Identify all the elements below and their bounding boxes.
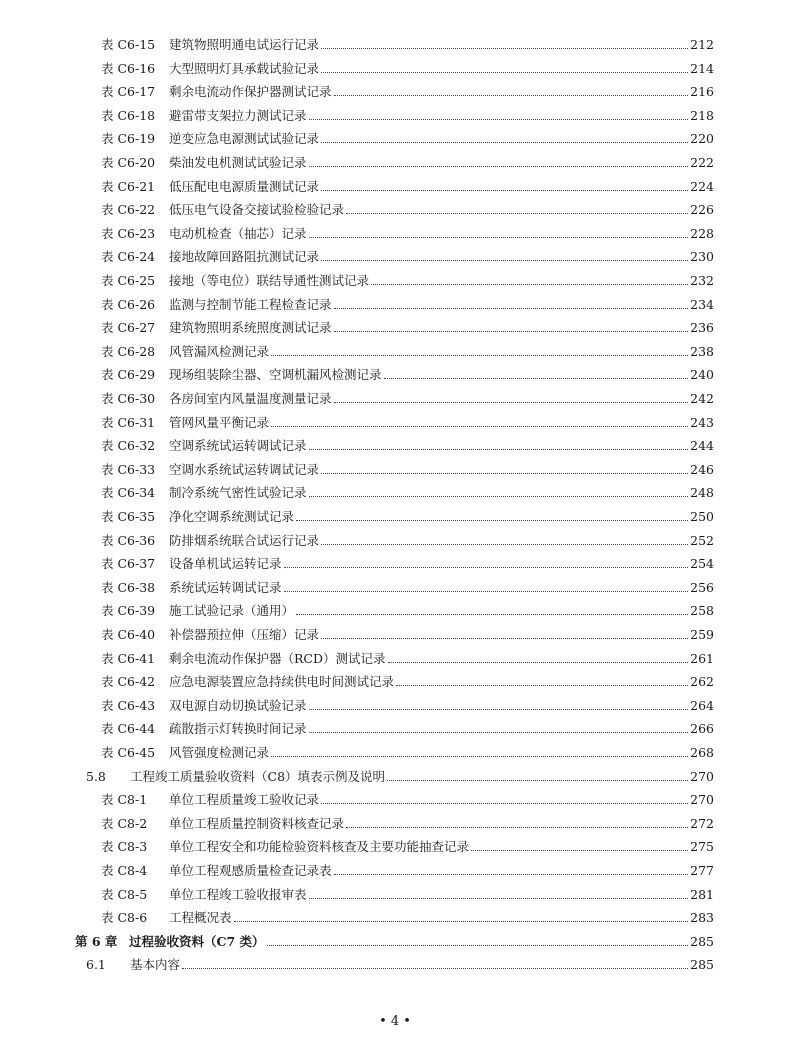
dot-leader — [309, 448, 689, 450]
toc-entry-title: 单位工程质量竣工验收记录 — [169, 792, 320, 808]
toc-entry-page: 226 — [690, 202, 714, 218]
dot-leader — [309, 897, 689, 899]
toc-entry-code: 表 C6-28 — [101, 343, 156, 359]
toc-entry-title: 施工试验记录（通用） — [169, 603, 295, 619]
toc-entry-page: 266 — [690, 721, 714, 737]
dot-leader — [309, 236, 689, 238]
toc-entry-code: 表 C6-34 — [101, 485, 156, 501]
toc-entry-code: 表 C6-20 — [101, 155, 156, 170]
toc-entry-title: 双电源自动切换试验记录 — [169, 697, 307, 713]
toc-entry-page: 218 — [690, 107, 714, 123]
toc-entry[interactable] — [101, 481, 714, 501]
toc-entry[interactable] — [101, 245, 714, 265]
toc-entry[interactable] — [101, 269, 714, 289]
toc-entry-page: 243 — [690, 414, 714, 430]
toc-entry[interactable] — [101, 316, 714, 336]
toc-entry-title: 单位工程竣工验收报审表 — [169, 886, 307, 902]
toc-entry-title: 剩余电流动作保护器（RCD）测试记录 — [169, 650, 386, 666]
toc-entry-title: 设备单机试运转记录 — [169, 556, 282, 572]
toc-entry-page: 238 — [690, 343, 714, 359]
toc-entry-code: 第 6 章 — [75, 933, 118, 949]
toc-entry[interactable] — [101, 80, 714, 100]
toc-entry-code: 表 C6-21 — [101, 178, 156, 194]
toc-entry-page: 285 — [690, 933, 714, 949]
toc-entry-page: 232 — [690, 273, 714, 288]
toc-entry[interactable] — [101, 57, 714, 77]
toc-entry-page: 264 — [690, 697, 714, 713]
dot-leader — [296, 519, 688, 521]
toc-entry[interactable] — [101, 812, 714, 832]
toc-entry-title: 单位工程安全和功能检验资料核查及主要功能抽查记录 — [169, 839, 470, 855]
toc-entry-title: 疏散指示灯转换时间记录 — [169, 721, 307, 737]
toc-entry-code: 表 C6-44 — [101, 721, 156, 737]
toc-entry-page: 268 — [690, 745, 714, 760]
toc-entry-title: 低压配电电源质量测试记录 — [169, 178, 320, 194]
toc-entry-title: 防排烟系统联合试运行记录 — [169, 532, 320, 548]
toc-entry[interactable] — [101, 741, 714, 761]
dot-leader — [321, 802, 688, 804]
toc-entry-code: 表 C6-45 — [101, 745, 156, 760]
toc-entry-code: 6.1 — [86, 957, 106, 973]
toc-entry-title: 管网风量平衡记录 — [169, 414, 270, 430]
toc-entry-page: 258 — [690, 603, 714, 619]
toc-entry-page: 250 — [690, 509, 714, 524]
toc-entry-code: 表 C6-26 — [101, 296, 156, 312]
toc-entry-title: 避雷带支架拉力测试记录 — [169, 107, 307, 123]
toc-entry[interactable] — [86, 765, 714, 785]
dot-leader — [334, 330, 689, 332]
toc-entry-page: 270 — [690, 792, 714, 808]
toc-entry-page: 262 — [690, 674, 714, 690]
dot-leader — [384, 377, 689, 379]
toc-entry-code: 表 C6-22 — [101, 202, 156, 218]
toc-entry-page: 256 — [690, 579, 714, 595]
toc-entry-title: 风管强度检测记录 — [169, 745, 270, 760]
toc-entry-title: 低压电气设备交接试验检验记录 — [169, 202, 345, 218]
toc-entry-title: 各房间室内风量温度测量记录 — [169, 391, 332, 406]
toc-entry[interactable] — [101, 599, 714, 619]
toc-entry-title: 电动机检查（抽芯）记录 — [169, 225, 307, 241]
toc-entry-title: 净化空调系统测试记录 — [169, 509, 295, 524]
toc-entry-title: 制冷系统气密性试验记录 — [169, 485, 307, 501]
dot-leader — [321, 71, 688, 73]
toc-entry[interactable] — [101, 623, 714, 643]
dot-leader — [371, 283, 688, 285]
dot-leader — [334, 401, 689, 403]
dot-leader — [321, 472, 688, 474]
toc-entry-title: 空调水系统试运转调试记录 — [169, 461, 320, 477]
dot-leader — [387, 779, 688, 781]
toc-entry[interactable] — [101, 434, 714, 454]
toc-entry-code: 表 C6-27 — [101, 320, 156, 336]
toc-entry-title: 工程竣工质量验收资料（C8）填表示例及说明 — [130, 768, 386, 784]
toc-entry-code: 表 C6-16 — [101, 60, 156, 76]
dot-leader — [321, 637, 688, 639]
dot-leader — [309, 165, 689, 167]
dot-leader — [309, 118, 689, 120]
toc-entry[interactable] — [101, 293, 714, 313]
toc-entry-title: 风管漏风检测记录 — [169, 343, 270, 359]
toc-entry-page: 272 — [690, 815, 714, 831]
toc-entry-code: 表 C6-33 — [101, 461, 156, 477]
toc-entry-title: 应急电源装置应急持续供电时间测试记录 — [169, 674, 395, 690]
toc-entry-page: 214 — [690, 60, 714, 76]
toc-entry-code: 表 C6-40 — [101, 627, 156, 642]
toc-entry-title: 逆变应急电源测试试验记录 — [169, 131, 320, 147]
dot-leader — [284, 566, 689, 568]
toc-entry-code: 表 C6-36 — [101, 532, 156, 548]
dot-leader — [296, 613, 688, 615]
toc-entry-page: 270 — [690, 768, 714, 784]
toc-entry-page: 216 — [690, 84, 714, 100]
dot-leader — [309, 495, 689, 497]
toc-entry-title: 建筑物照明通电试运行记录 — [169, 37, 320, 52]
toc-entry-page: 244 — [690, 438, 714, 454]
toc-entry[interactable] — [101, 222, 714, 242]
toc-entry[interactable] — [101, 411, 714, 431]
toc-entry[interactable] — [101, 717, 714, 737]
toc-entry-page: 277 — [690, 863, 714, 878]
dot-leader — [284, 590, 689, 592]
toc-entry-page: 248 — [690, 485, 714, 501]
dot-leader — [271, 425, 688, 427]
toc-entry-title: 大型照明灯具承载试验记录 — [169, 60, 320, 76]
dot-leader — [346, 212, 688, 214]
toc-entry[interactable] — [101, 505, 714, 525]
toc-entry-code: 表 C6-25 — [101, 273, 156, 288]
toc-entry-page: 275 — [690, 839, 714, 855]
dot-leader — [271, 755, 688, 757]
toc-entry-page: 234 — [690, 296, 714, 312]
toc-entry-code: 表 C6-31 — [101, 414, 156, 430]
dot-leader — [334, 94, 689, 96]
toc-entry-page: 220 — [690, 131, 714, 147]
toc-entry-code: 5.8 — [86, 768, 106, 784]
toc-entry-page: 242 — [690, 391, 714, 406]
toc-entry-title: 系统试运转调试记录 — [169, 579, 282, 595]
dot-leader — [321, 259, 688, 261]
toc-entry-page: 230 — [690, 249, 714, 265]
toc-entry[interactable] — [101, 647, 714, 667]
toc-entry-page: 236 — [690, 320, 714, 336]
toc-entry-title: 监测与控制节能工程检查记录 — [169, 296, 332, 312]
dot-leader — [267, 944, 689, 946]
dot-leader — [234, 920, 689, 922]
toc-entry-code: 表 C8-1 — [101, 792, 148, 808]
dot-leader — [388, 661, 689, 663]
toc-entry-title: 工程概况表 — [169, 910, 232, 926]
toc-entry-code: 表 C6-19 — [101, 131, 156, 147]
toc-entry-code: 表 C8-6 — [101, 910, 148, 926]
toc-entry-code: 表 C6-35 — [101, 509, 156, 524]
toc-entry[interactable] — [101, 576, 714, 596]
toc-entry-code: 表 C6-29 — [101, 367, 156, 383]
toc-entry[interactable] — [101, 552, 714, 572]
toc-entry[interactable] — [101, 670, 714, 690]
dot-leader — [321, 189, 688, 191]
toc-entry-code: 表 C8-3 — [101, 839, 148, 855]
page-number: • 4 • — [379, 1014, 411, 1029]
toc-entry[interactable] — [101, 788, 714, 808]
toc-entry-code: 表 C6-39 — [101, 603, 156, 619]
dot-leader — [346, 826, 688, 828]
toc-entry-title: 过程验收资料（C7 类） — [129, 933, 265, 949]
toc-entry-page: 222 — [690, 155, 714, 170]
toc-entry-page: 285 — [690, 957, 714, 973]
dot-leader — [334, 307, 689, 309]
toc-entry-title: 补偿器预拉伸（压缩）记录 — [169, 627, 320, 642]
toc-entry-title: 空调系统试运转调试记录 — [169, 438, 307, 454]
toc-entry-code: 表 C6-30 — [101, 391, 156, 406]
dot-leader — [471, 849, 688, 851]
dot-leader — [271, 354, 688, 356]
toc-entry-page: 259 — [690, 627, 714, 642]
toc-entry-code: 表 C6-18 — [101, 107, 156, 123]
dot-leader — [309, 708, 689, 710]
toc-entry[interactable] — [101, 175, 714, 195]
toc-entry[interactable] — [101, 694, 714, 714]
toc-entry[interactable] — [101, 883, 714, 903]
dot-leader — [321, 543, 688, 545]
dot-leader — [396, 684, 688, 686]
dot-leader — [182, 967, 688, 969]
toc-entry[interactable] — [101, 859, 714, 879]
toc-entry-page: 252 — [690, 532, 714, 548]
toc-entry-page: 281 — [690, 886, 714, 902]
toc-entry-code: 表 C8-4 — [101, 863, 148, 878]
toc-entry-title: 基本内容 — [130, 957, 181, 973]
toc-entry[interactable] — [101, 387, 714, 407]
dot-leader — [334, 873, 689, 875]
toc-entry-page: 283 — [690, 910, 714, 926]
toc-entry-title: 柴油发电机测试试验记录 — [169, 155, 307, 170]
toc-entry-title: 单位工程质量控制资料核查记录 — [169, 815, 345, 831]
toc-entry-page: 261 — [690, 650, 714, 666]
toc-entry-code: 表 C8-5 — [101, 886, 148, 902]
toc-entry-code: 表 C6-32 — [101, 438, 156, 454]
toc-entry-code: 表 C6-15 — [101, 37, 156, 52]
toc-entry-page: 254 — [690, 556, 714, 572]
dot-leader — [309, 731, 689, 733]
toc-entry[interactable] — [101, 198, 714, 218]
toc-entry-title: 现场组装除尘器、空调机漏风检测记录 — [169, 367, 382, 383]
toc-entry-code: 表 C6-23 — [101, 225, 156, 241]
toc-entry[interactable] — [101, 33, 714, 53]
toc-entry-title: 接地故障回路阻抗测试记录 — [169, 249, 320, 265]
toc-entry-title: 剩余电流动作保护器测试记录 — [169, 84, 332, 100]
toc-entry-page: 212 — [690, 37, 714, 52]
toc-entry-page: 224 — [690, 178, 714, 194]
toc-entry[interactable] — [101, 151, 714, 171]
toc-entry[interactable] — [101, 127, 714, 147]
toc-entry-code: 表 C8-2 — [101, 815, 148, 831]
toc-entry-title: 接地（等电位）联结导通性测试记录 — [169, 273, 370, 288]
toc-entry[interactable] — [86, 953, 714, 973]
toc-entry[interactable] — [101, 906, 714, 926]
toc-entry[interactable] — [101, 340, 714, 360]
toc-entry[interactable] — [75, 930, 714, 950]
toc-entry-code: 表 C6-17 — [101, 84, 156, 100]
toc-entry-code: 表 C6-38 — [101, 579, 156, 595]
toc-entry[interactable] — [101, 458, 714, 478]
toc-entry-title: 建筑物照明系统照度测试记录 — [169, 320, 332, 336]
toc-entry[interactable] — [101, 363, 714, 383]
toc-entry-code: 表 C6-42 — [101, 674, 156, 690]
toc-entry-title: 单位工程观感质量检查记录表 — [169, 863, 332, 878]
toc-entry-page: 240 — [690, 367, 714, 383]
dot-leader — [321, 47, 688, 49]
toc-entry[interactable] — [101, 104, 714, 124]
toc-entry-code: 表 C6-37 — [101, 556, 156, 572]
toc-entry-code: 表 C6-41 — [101, 650, 156, 666]
toc-entry-page: 228 — [690, 225, 714, 241]
dot-leader — [321, 141, 688, 143]
toc-entry[interactable] — [101, 835, 714, 855]
toc-entry-code: 表 C6-24 — [101, 249, 156, 265]
toc-entry[interactable] — [101, 529, 714, 549]
toc-entry-page: 246 — [690, 461, 714, 477]
toc-entry-code: 表 C6-43 — [101, 697, 156, 713]
